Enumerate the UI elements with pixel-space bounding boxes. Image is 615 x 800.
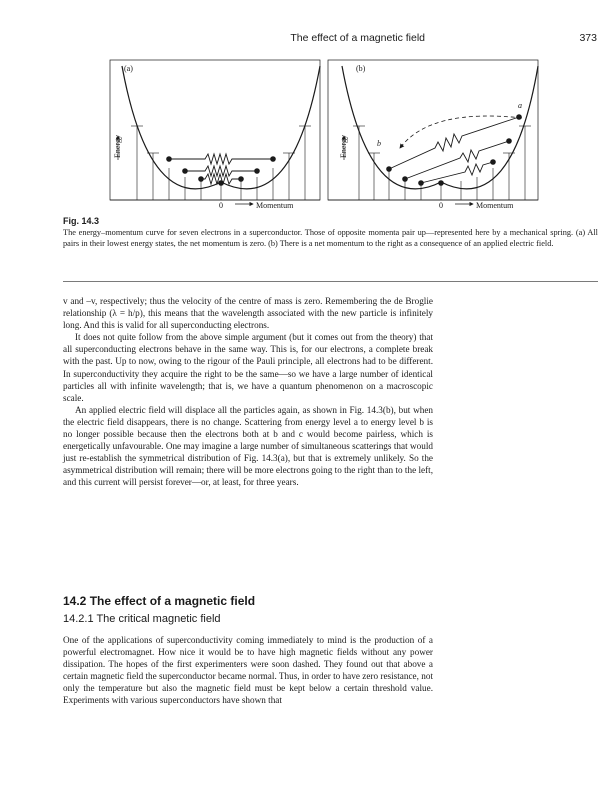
panel-a-state-lines	[131, 126, 311, 200]
panel-b	[328, 60, 538, 210]
panel-a-frame	[110, 60, 320, 200]
panel-b-label: (b)	[356, 64, 366, 73]
paragraph-1: v and –v, respectively; thus the velocity of the centre of mass is zero. Remembering the de Broglie relationship (λ = h/p), this means that the wavelength associated with the new particle is infinitely long. And this is valid for all superconducting electrons.	[63, 296, 433, 331]
panel-b-origin-label: 0	[439, 201, 443, 210]
panel-a-electrons	[166, 156, 276, 186]
section-14-2-text	[63, 634, 433, 707]
panel-b-curve	[342, 66, 538, 189]
caption-text: The energy–momentum curve for seven electrons in a superconductor. Those of opposite momenta pair up—represented here by a mechanical spring. (a) All pairs in their lowest energy states, the net momentum is zero. (b) There is a net momentum to the right as a consequence of an applied electric field.	[63, 227, 598, 248]
subsection-heading: 14.2.1 The critical magnetic field	[63, 613, 221, 625]
panel-a-origin-label: 0	[219, 201, 223, 210]
paragraph-4: One of the applications of superconductivity coming immediately to mind is the production of a powerful electromagnet. How nice it would be to have high magnetic fields without any power dissipation. The hopes of the first experimenters were soon dashed. They found out that above a certain magnetic field the superconductor became normal. Thus, in order to have zero resistance, not only the temperature but also the magnetic field must be kept below a certain threshold value. Experiments with various superconductors have shown that	[63, 635, 433, 706]
figure-caption	[63, 216, 598, 249]
panel-b-level-a-label: a	[518, 101, 522, 110]
panel-b-y-axis-label: Energy	[339, 135, 348, 158]
panel-b-state-lines	[353, 126, 531, 200]
panel-b-level-b-label: b	[377, 139, 381, 148]
section-heading: 14.2 The effect of a magnetic field	[63, 594, 256, 608]
panel-a-y-axis-label: Energy	[113, 135, 122, 158]
panel-a	[110, 60, 320, 210]
panel-b-x-axis-label: Momentum	[476, 201, 514, 210]
figure-svg	[100, 58, 540, 218]
caption-divider	[63, 281, 598, 282]
paragraph-3: An applied electric field will displace all the particles again, as shown in Fig. 14.3(b), but when the electric field disappears, there is no change. Scattering from energy level a to energy level b is no longer possible because then the electrons both at b and c would become pairless, which is energetically unfavourable. One may imagine a large number of simultaneous scatterings that would just re-establish the symmetrical distribution of Fig. 14.3(a), but that is extremely unlikely. So the asymmetrical distribution will remain; there will be more electrons going to the right than to the left, and this current will persist forever—or, at least, for three years.	[63, 404, 433, 488]
running-header	[0, 32, 615, 48]
section-14-1-text	[63, 295, 433, 489]
panel-a-label: (a)	[124, 64, 133, 73]
paragraph-2: It does not quite follow from the above simple argument (but it comes out from the theory) that all superconducting electrons behave in the same way. This is, for our electrons, a complete break with the past. Up to now, owing to the rigour of the Pauli principle, all electrons had to be different. In superconductivity they acquire the right to be the same—so we have a large number of identical particles all with infinite wavelength; that is, we have a quantum phenomenon on a macroscopic scale.	[63, 332, 433, 403]
page-number: 373	[579, 32, 597, 44]
caption-label: Fig. 14.3	[63, 216, 100, 226]
figure-14-3	[100, 58, 540, 218]
panel-a-x-axis-label: Momentum	[256, 201, 294, 210]
panel-b-frame	[328, 60, 538, 200]
running-title: The effect of a magnetic field	[290, 32, 425, 44]
